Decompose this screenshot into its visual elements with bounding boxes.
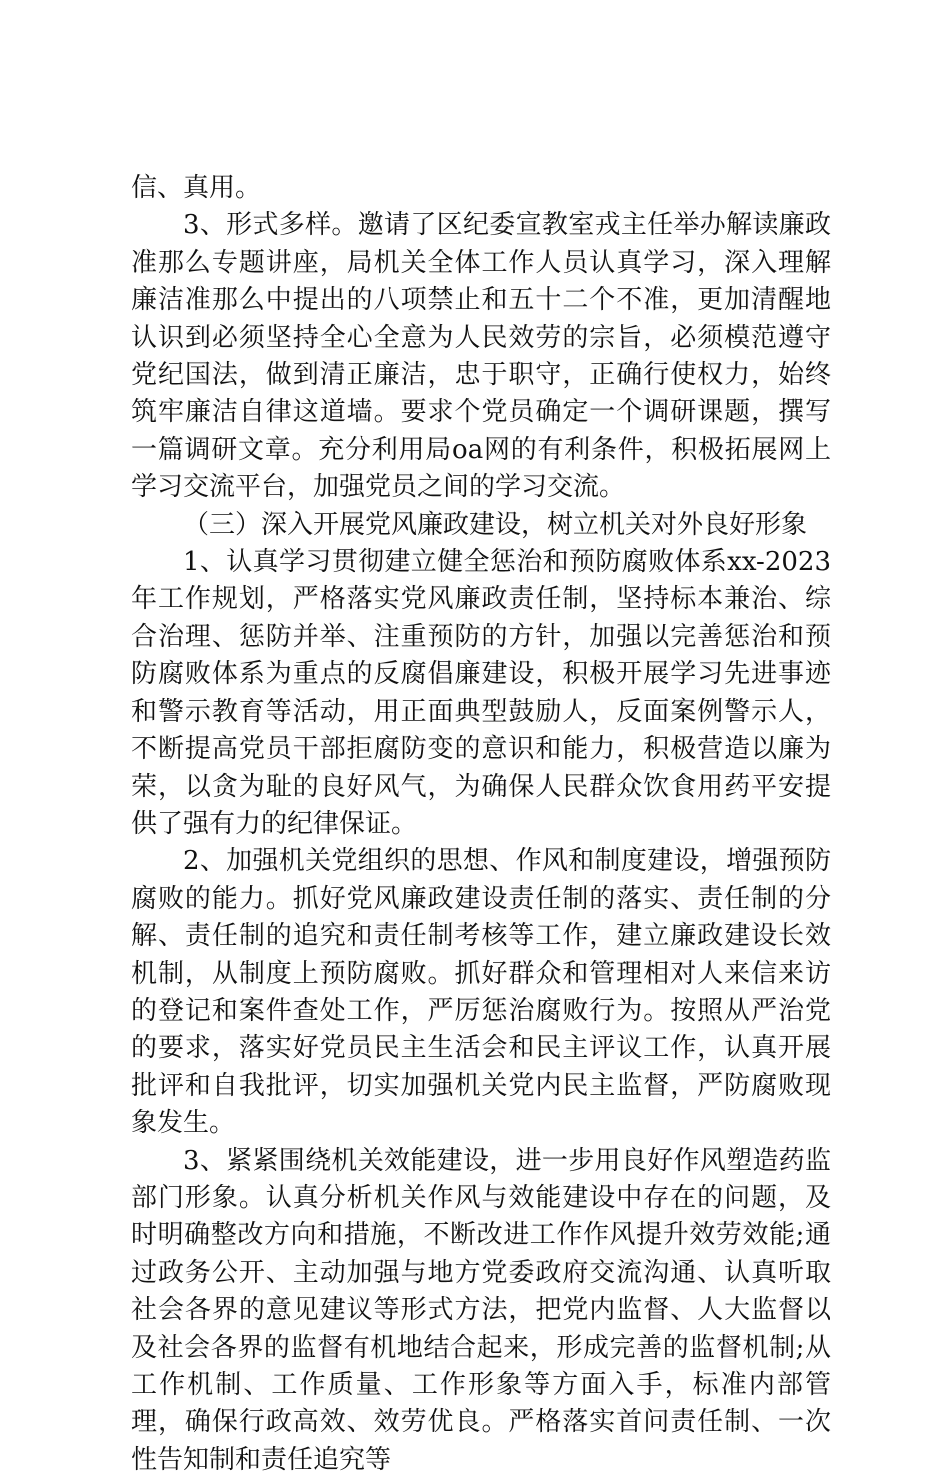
paragraph-continuation: 信、真用。: [131, 173, 262, 203]
paragraph-item-1-study: 1、认真学习贯彻建立健全惩治和预防腐败体系xx-2023年工作规划，严格落实党风廉政责任制，坚持标本兼治、综合治理、惩防并举、注重预防的方针，加强以完善惩治和预防腐败体系为重点的反腐倡廉建设，积极开展学习先进事迹和警示教育等活动，用正面典型鼓励人，反面案例警示人，不断提高党员干部拒腐防变的意识和能力，积极营造以廉为荣，以贪为耻的良好风气，为确保人民群众饮食用药平安提供了强有力的纪律保证。: [131, 547, 831, 839]
document-body: [131, 170, 831, 1479]
paragraph-item-3-forms: 3、形式多样。邀请了区纪委宣教室戎主任举办解读廉政准那么专题讲座，局机关全体工作人员认真学习，深入理解廉洁准那么中提出的八项禁止和五十二个不准，更加清醒地认识到必须坚持全心全意为人民效劳的宗旨，必须模范遵守党纪国法，做到清正廉洁，忠于职守，正确行使权力，始终筑牢廉洁自律这道墙。要求个党员确定一个调研课题，撰写一篇调研文章。充分利用局oa网的有利条件，积极拓展网上学习交流平台，加强党员之间的学习交流。: [131, 210, 831, 503]
section-heading-3: （三）深入开展党风廉政建设，树立机关对外良好形象: [183, 509, 808, 540]
paragraph-item-3-efficiency: 3、紧紧围绕机关效能建设，进一步用良好作风塑造药监部门形象。认真分析机关作风与效能建设中存在的问题，及时明确整改方向和措施，不断改进工作作风提升效劳效能;通过政务公开、主动加强与地方党委政府交流沟通、认真听取社会各界的意见建议等形式方法，把党内监督、人大监督以及社会各界的监督有机地结合起来，形成完善的监督机制;从工作机制、工作质量、工作形象等方面入手，标准内部管理，确保行政高效、效劳优良。严格落实首问责任制、一次性告知制和责任追究等: [131, 1145, 831, 1475]
paragraph-item-2-strengthen: 2、加强机关党组织的思想、作风和制度建设，增强预防腐败的能力。抓好党风廉政建设责任制的落实、责任制的分解、责任制的追究和责任制考核等工作，建立廉政建设长效机制，从制度上预防腐败。抓好群众和管理相对人来信来访的登记和案件查处工作，严厉惩治腐败行为。按照从严治党的要求，落实好党员民主生活会和民主评议工作，认真开展批评和自我批评，切实加强机关党内民主监督，严防腐败现象发生。: [131, 846, 831, 1139]
